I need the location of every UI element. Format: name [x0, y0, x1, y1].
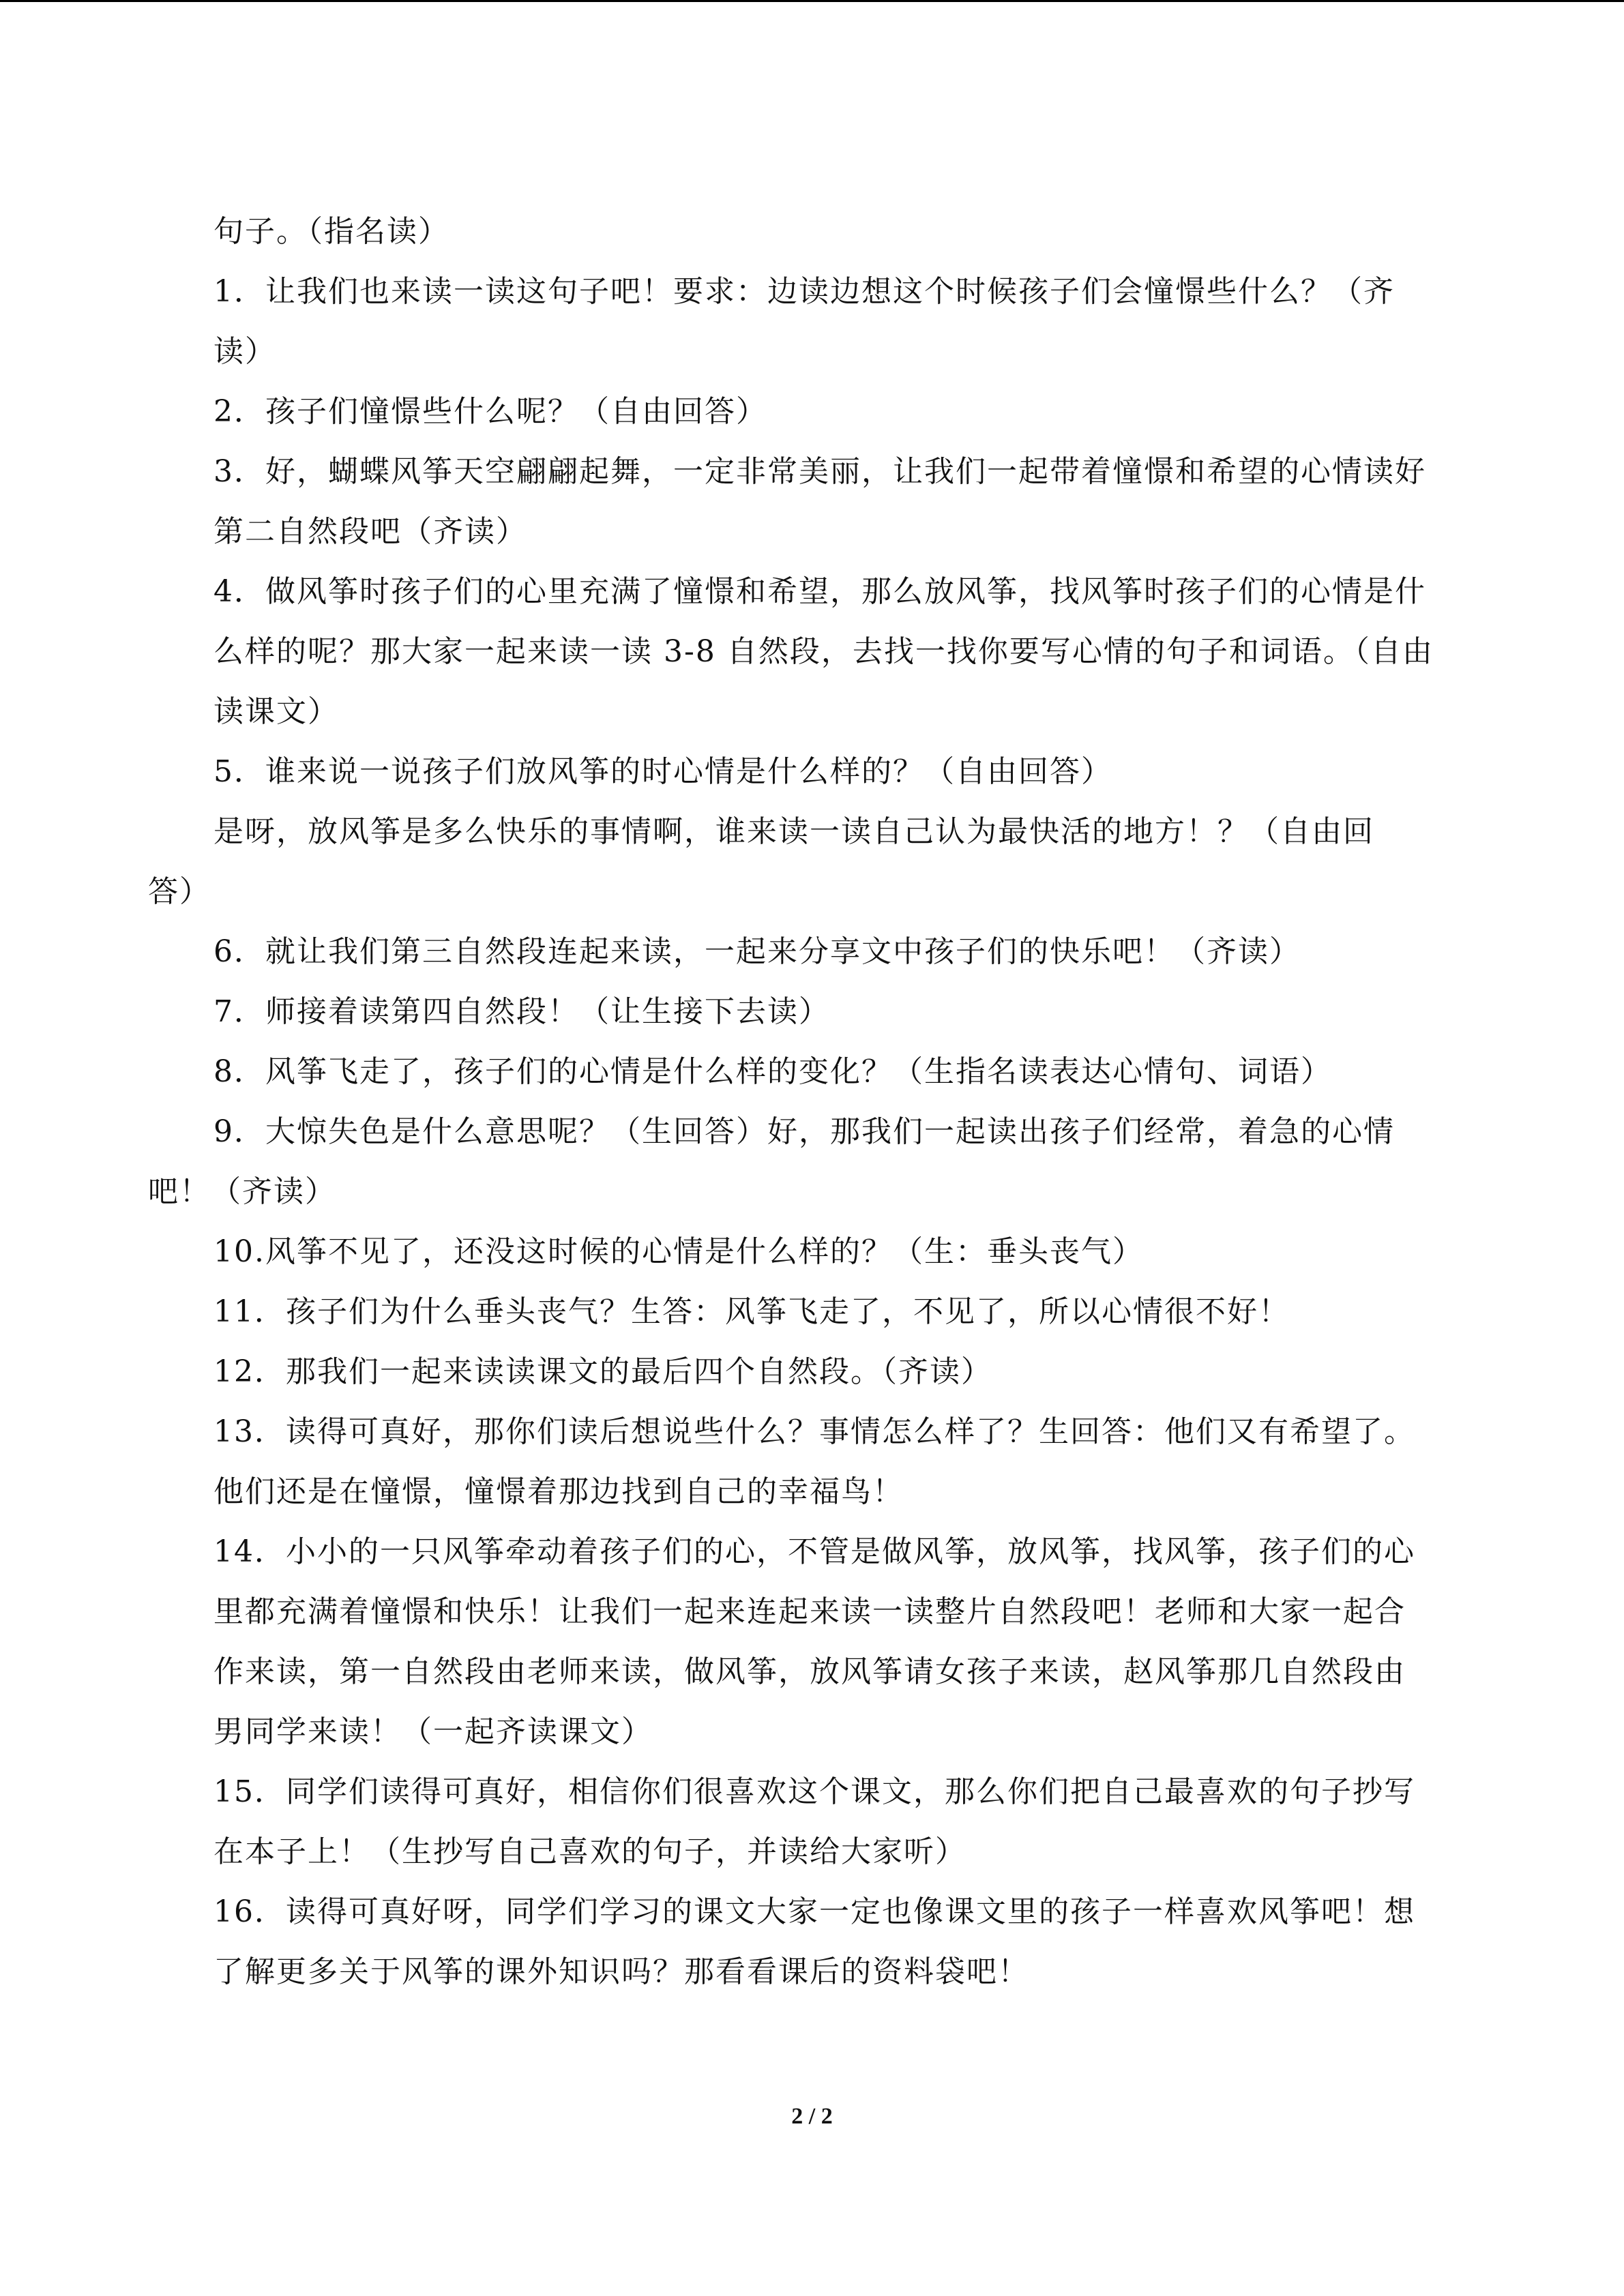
text-line: 9．大惊失色是什么意思呢？（生回答）好，那我们一起读出孩子们经常，着急的心情	[213, 1114, 1395, 1149]
text-line: 5．谁来说一说孩子们放风筝的时心情是什么样的？（自由回答）	[213, 754, 1112, 789]
text-line: 是呀，放风筝是多么快乐的事情啊，谁来读一读自己认为最快活的地方！？（自由回	[213, 814, 1374, 849]
text-line: 在本子上！（生抄写自己喜欢的句子，并读给大家听）	[213, 1834, 966, 1869]
text-line: 13．读得可真好，那你们读后想说些什么？事情怎么样了？生回答：他们又有希望了。	[213, 1414, 1415, 1449]
text-line: 1．让我们也来读一读这句子吧！要求：边读边想这个时候孩子们会憧憬些什么？（齐	[213, 274, 1395, 309]
text-line: 里都充满着憧憬和快乐！让我们一起来连起来读一读整片自然段吧！老师和大家一起合	[213, 1594, 1406, 1629]
text-line: 16．读得可真好呀，同学们学习的课文大家一定也像课文里的孩子一样喜欢风筝吧！想	[213, 1894, 1415, 1929]
text-line: 15．同学们读得可真好，相信你们很喜欢这个课文，那么你们把自己最喜欢的句子抄写	[213, 1774, 1415, 1809]
text-line: 作来读，第一自然段由老师来读，做风筝，放风筝请女孩子来读，赵风筝那几自然段由	[213, 1654, 1406, 1689]
text-line: 6．就让我们第三自然段连起来读，一起来分享文中孩子们的快乐吧！（齐读）	[213, 934, 1301, 969]
text-line: 8．风筝飞走了，孩子们的心情是什么样的变化？（生指名读表达心情句、词语）	[213, 1054, 1332, 1089]
text-line: 了解更多关于风筝的课外知识吗？那看看课后的资料袋吧！	[213, 1954, 1029, 1989]
text-line: 4．做风筝时孩子们的心里充满了憧憬和希望，那么放风筝，找风筝时孩子们的心情是什	[213, 574, 1426, 609]
text-line: 吧！（齐读）	[148, 1174, 336, 1209]
text-line: 12．那我们一起来读读课文的最后四个自然段。（齐读）	[213, 1354, 992, 1389]
text-line: 男同学来读！（一起齐读课文）	[213, 1714, 653, 1749]
page-number: 2 / 2	[791, 2104, 833, 2129]
text-line: 14．小小的一只风筝牵动着孩子们的心，不管是做风筝，放风筝，找风筝，孩子们的心	[213, 1534, 1415, 1569]
text-line: 读）	[213, 334, 276, 369]
text-line: 句子。（指名读）	[213, 214, 449, 249]
text-line: 么样的呢？那大家一起来读一读 3-8 自然段，去找一找你要写心情的句子和词语。（自由	[213, 634, 1434, 669]
text-line: 7．师接着读第四自然段！（让生接下去读）	[213, 994, 830, 1029]
text-line: 2．孩子们憧憬些什么呢？（自由回答）	[213, 394, 767, 429]
text-line: 他们还是在憧憬，憧憬着那边找到自己的幸福鸟！	[213, 1474, 904, 1509]
text-line: 3．好，蝴蝶风筝天空翩翩起舞，一定非常美丽，让我们一起带着憧憬和希望的心情读好	[213, 454, 1426, 489]
text-line: 读课文）	[213, 694, 339, 729]
text-line: 11．孩子们为什么垂头丧气？生答：风筝飞走了，不见了，所以心情很不好！	[213, 1294, 1290, 1329]
text-line: 答）	[148, 874, 211, 909]
text-line: 10.风筝不见了，还没这时候的心情是什么样的？（生：垂头丧气）	[213, 1234, 1144, 1269]
text-line: 第二自然段吧（齐读）	[213, 514, 527, 549]
